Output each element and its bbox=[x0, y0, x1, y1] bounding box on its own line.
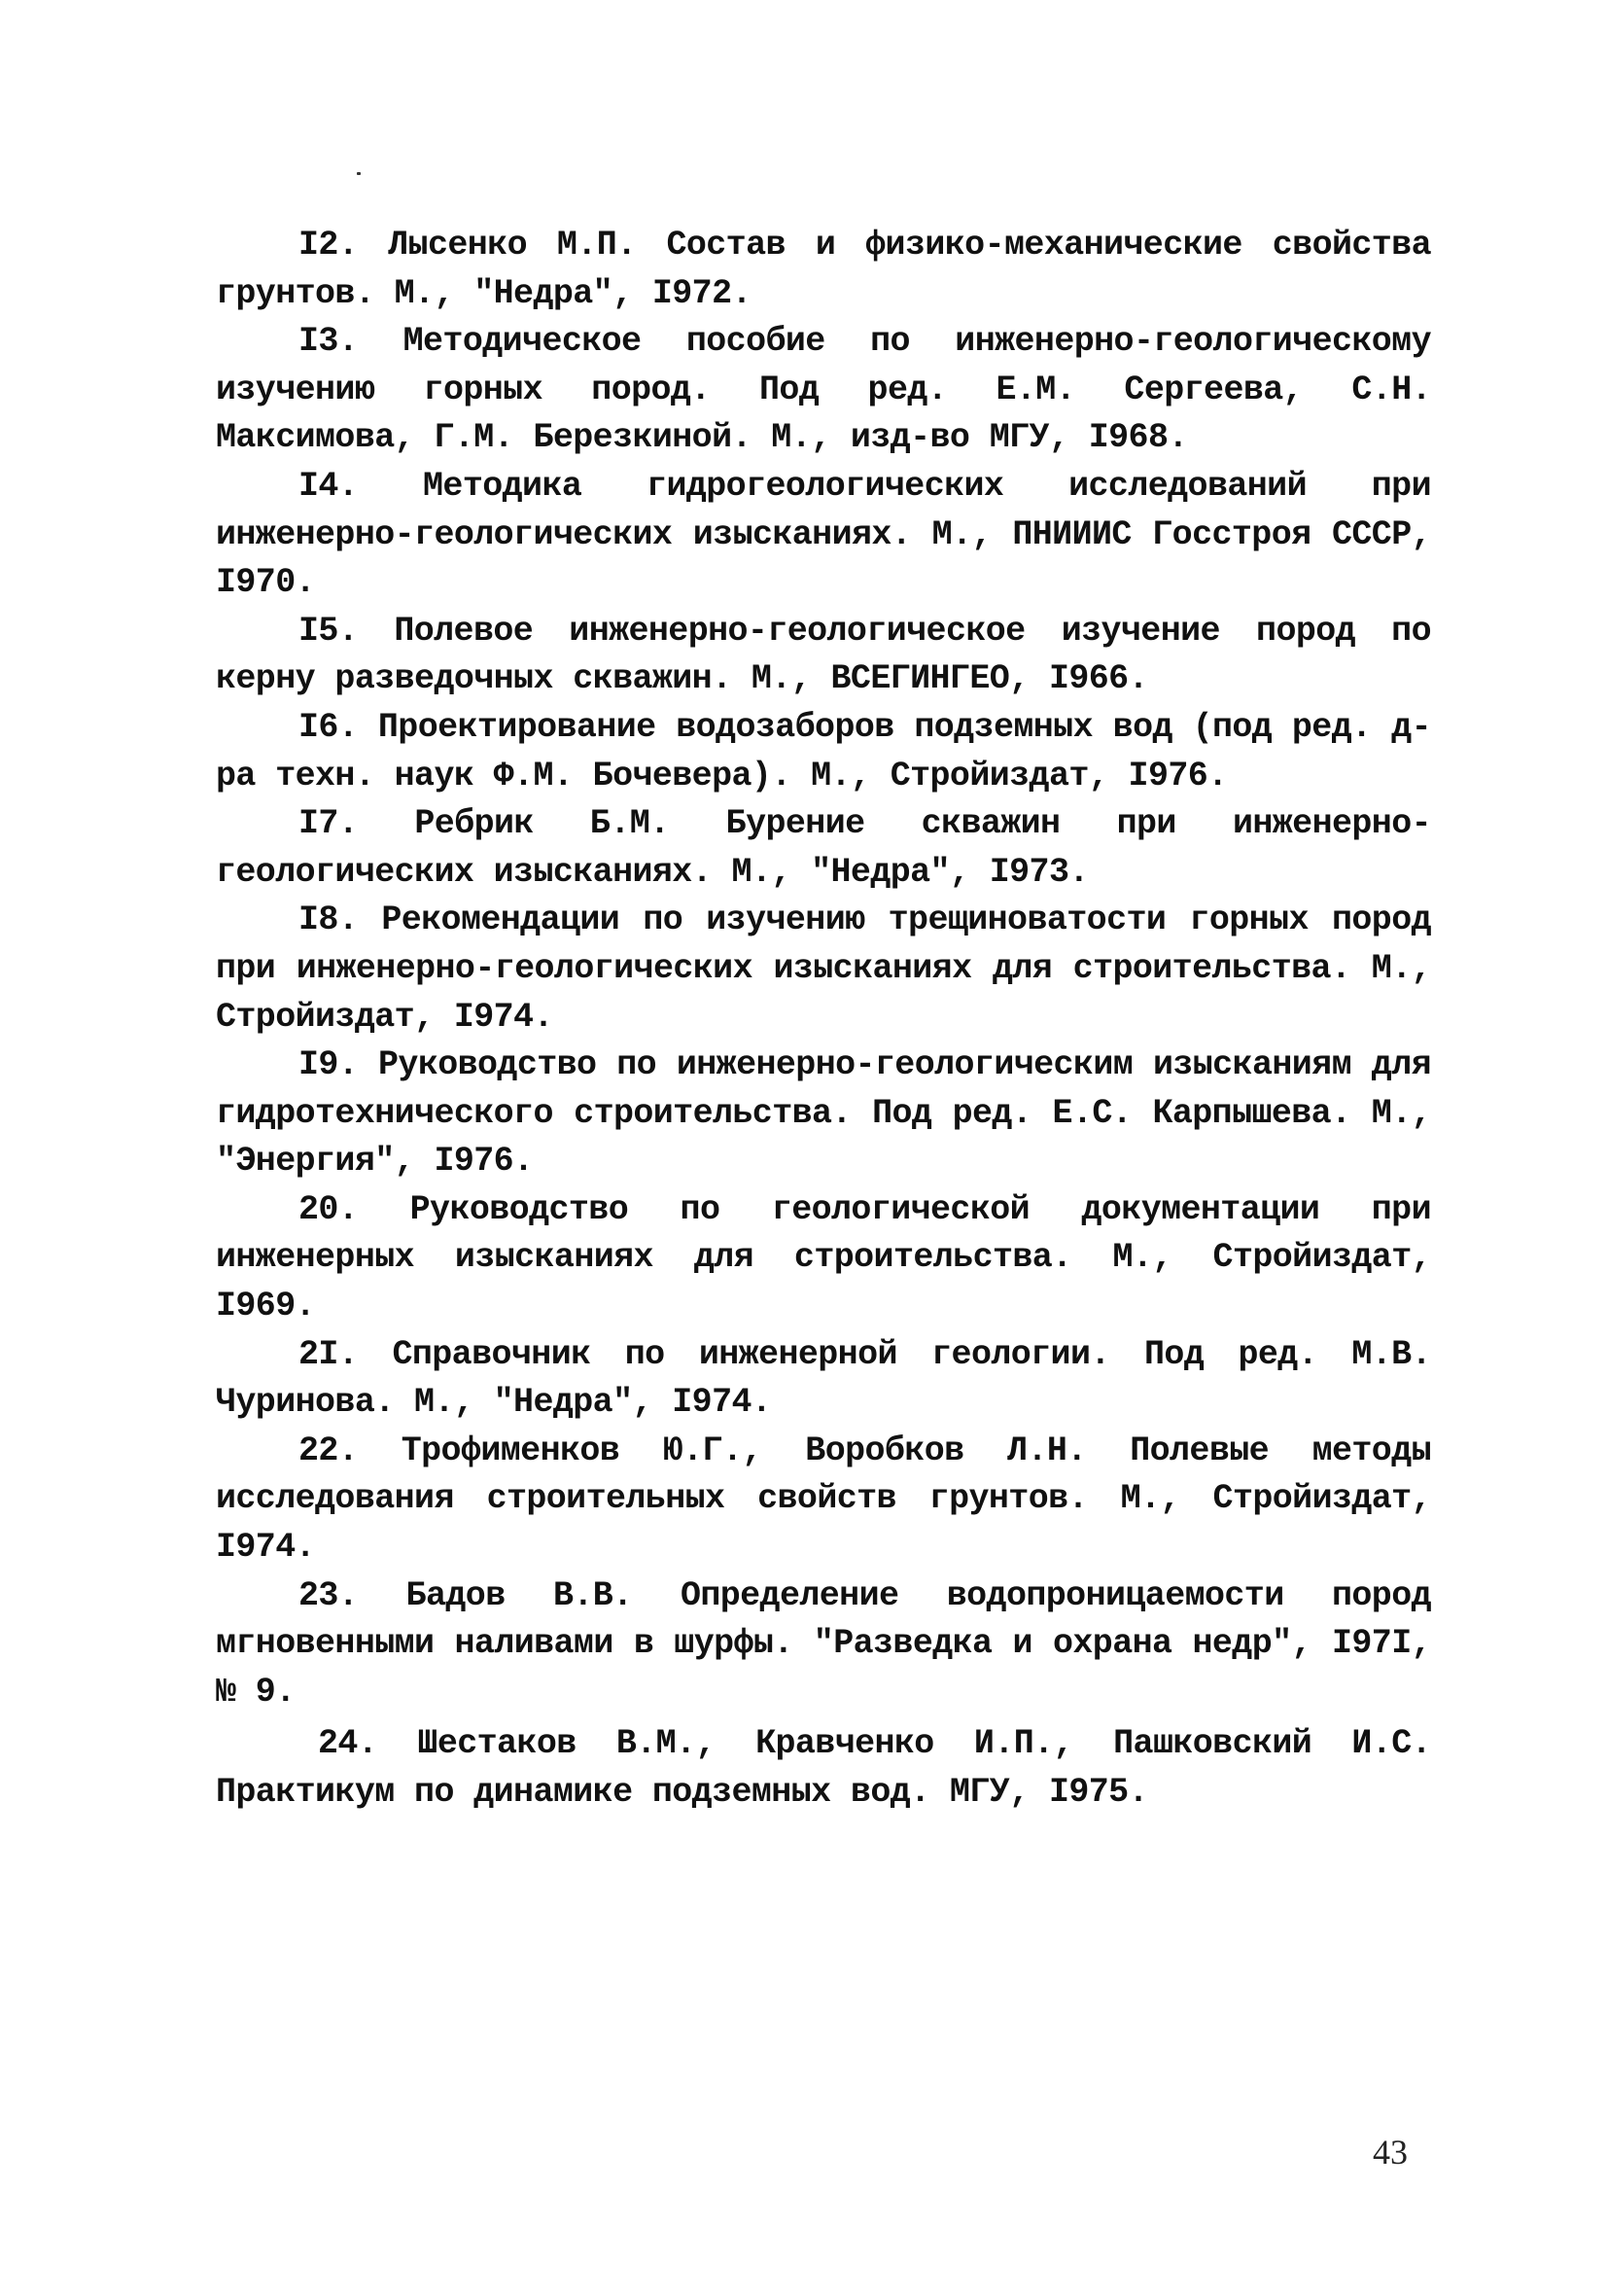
reference-item-18: I8. Рекомендации по изучению трещиноватости горных пород при инженерно-геологических изысканиях для строительства. М., Стройиздат, I974. bbox=[216, 901, 1431, 1037]
reference-list bbox=[216, 222, 1431, 1818]
reference-item-16: I6. Проектирование водозаборов подземных вод (под ред. д-ра техн. наук Ф.М. Бочевера). М., Стройиздат, I976. bbox=[216, 707, 1431, 795]
reference-item-20: 20. Руководство по геологической документации при инженерных изысканиях для строительства. М., Стройиздат, I969. bbox=[216, 1189, 1431, 1326]
reference-item-17: I7. Ребрик Б.М. Бурение скважин при инженерно-геологических изысканиях. М., "Недра", I973. bbox=[216, 804, 1431, 892]
reference-item-22: 22. Трофименков Ю.Г., Воробков Л.Н. Полевые методы исследования строительных свойств грунтов. М., Стройиздат, I974. bbox=[216, 1431, 1431, 1568]
reference-item-12: I2. Лысенко М.П. Состав и физико-механические свойства грунтов. М., "Недра", I972. bbox=[216, 226, 1431, 313]
reference-item-14: I4. Методика гидрогеологических исследований при инженерно-геологических изысканиях. М., ПНИИИС Госстроя СССР, I970. bbox=[216, 466, 1431, 603]
reference-item-21: 2I. Справочник по инженерной геологии. Под ред. М.В. Чуринова. М., "Недра", I974. bbox=[216, 1334, 1431, 1423]
reference-item-13: I3. Методическое пособие по инженерно-геологическому изучению горных пород. Под ред. Е.М. Сергеева, С.Н. Максимова, Г.М. Березкиной. М., изд-во МГУ, I968. bbox=[216, 322, 1431, 458]
reference-item-19: I9. Руководство по инженерно-геологическим изысканиям для гидротехнического строительства. Под ред. Е.С. Карпышева. М., "Энергия", I976. bbox=[216, 1045, 1431, 1182]
scan-speck bbox=[357, 172, 361, 175]
reference-item-24: 24. Шестаков В.М., Кравченко И.П., Пашковский И.С. Практикум по динамике подземных вод. МГУ, I975. bbox=[216, 1724, 1431, 1812]
reference-item-15: I5. Полевое инженерно-геологическое изучение пород по керну разведочных скважин. М., ВСЕГИНГЕО, I966. bbox=[216, 611, 1431, 699]
page-number: 43 bbox=[1373, 2133, 1408, 2172]
reference-item-23: 23. Бадов В.В. Определение водопроницаемости пород мгновенными наливами в шурфы. "Разведка и охрана недр", I97I, № 9. bbox=[216, 1575, 1431, 1712]
